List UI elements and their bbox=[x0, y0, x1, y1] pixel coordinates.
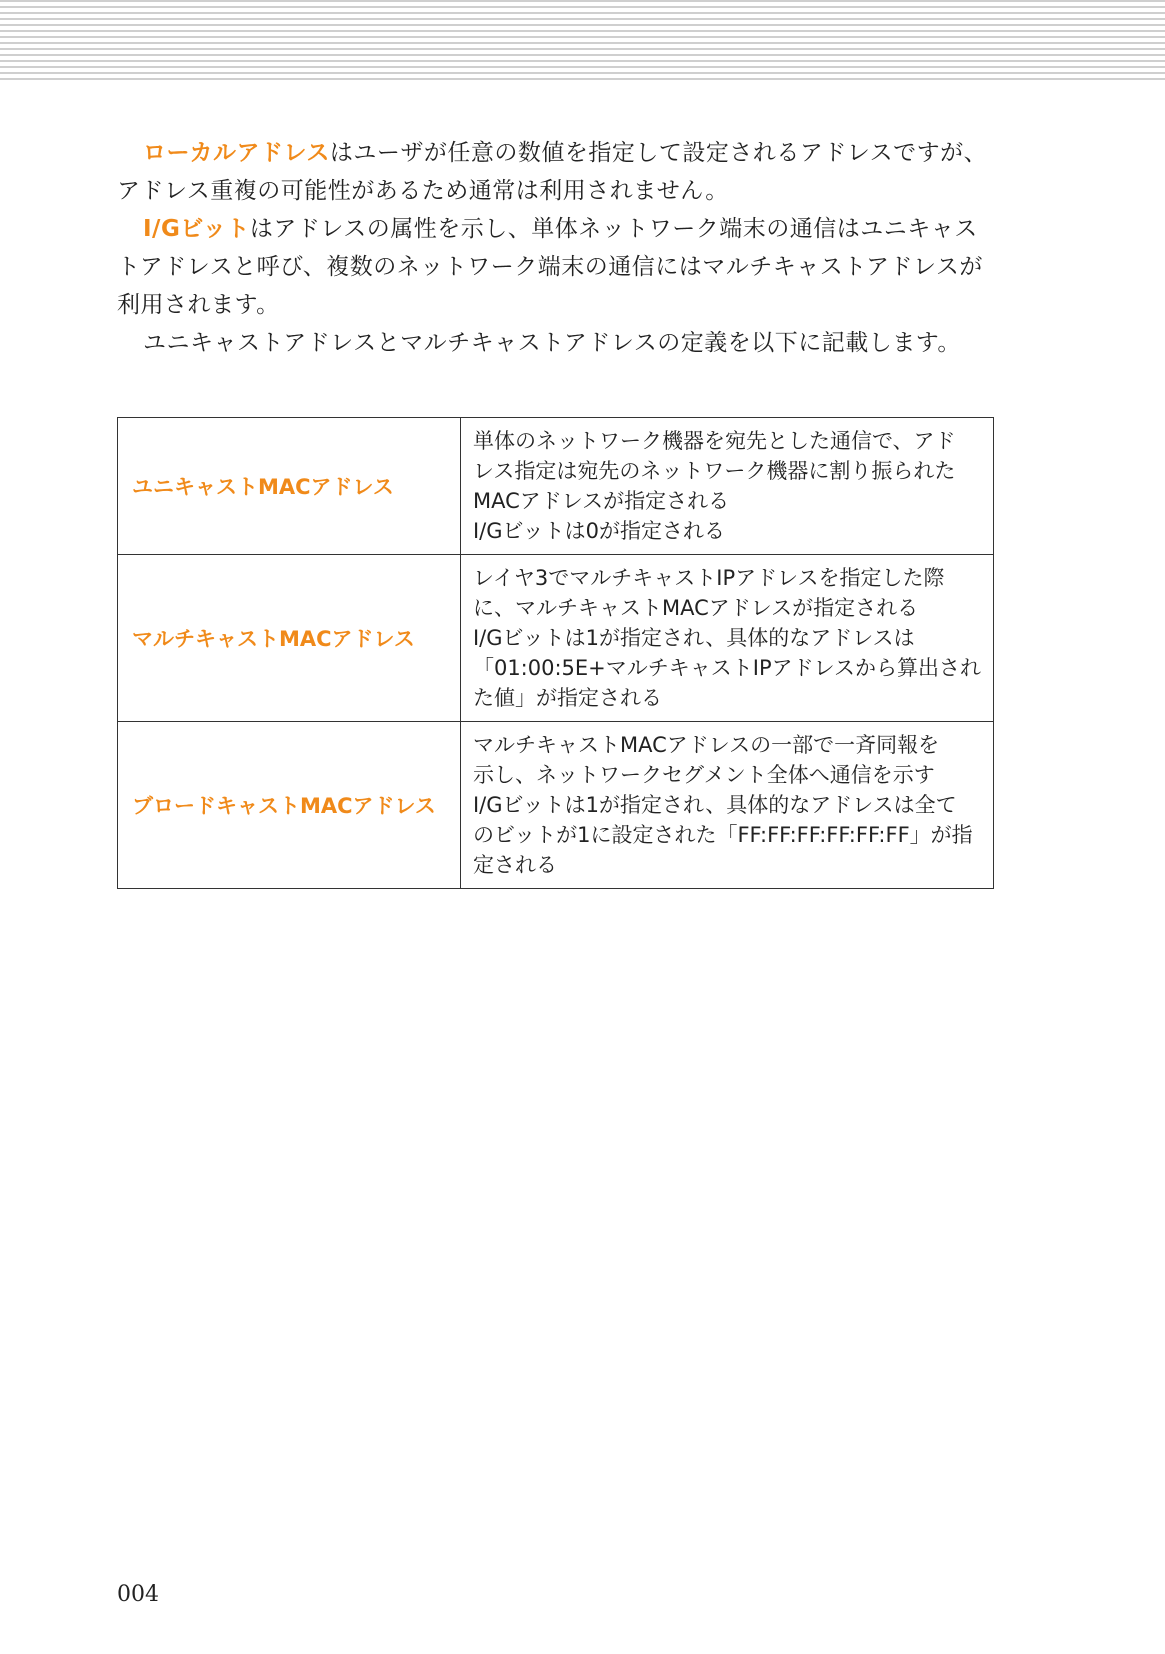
description-line: に、マルチキャストMACアドレスが指定される bbox=[472, 596, 919, 620]
ig-bit-term: I/Gビット bbox=[143, 216, 250, 242]
body-text bbox=[117, 134, 997, 362]
description-line: た値」が指定される bbox=[472, 686, 662, 710]
header-stripes bbox=[0, 0, 1165, 80]
paragraph-text: アドレス重複の可能性があるため通常は利用されません。 bbox=[117, 178, 729, 204]
paragraph-text: トアドレスと呼び、複数のネットワーク端末の通信にはマルチキャストアドレスが bbox=[117, 254, 983, 280]
paragraph-text: はアドレスの属性を示し、単体ネットワーク端末の通信はユニキャス bbox=[249, 216, 978, 242]
page-number: 004 bbox=[117, 1582, 159, 1607]
term-cell: ユニキャストMACアドレス bbox=[118, 418, 461, 555]
description-line: のビットが1に設定された「FF:FF:FF:FF:FF:FF」が指 bbox=[472, 823, 973, 847]
local-address-term: ローカルアドレス bbox=[143, 140, 330, 166]
description-line: 「01:00:5E+マルチキャストIPアドレスから算出され bbox=[472, 656, 981, 680]
description-line: マルチキャストMACアドレスの一部で一斉同報を bbox=[472, 733, 940, 757]
description-line: 定される bbox=[472, 853, 557, 877]
table-row bbox=[118, 722, 994, 889]
paragraph-text: 利用されます。 bbox=[117, 292, 280, 318]
description-cell bbox=[460, 722, 993, 889]
description-cell bbox=[460, 555, 993, 722]
paragraph-text: はユーザが任意の数値を指定して設定されるアドレスですが、 bbox=[329, 140, 988, 166]
paragraph-text: ユニキャストアドレスとマルチキャストアドレスの定義を以下に記載します。 bbox=[143, 330, 961, 356]
description-line: I/Gビットは1が指定され、具体的なアドレスは bbox=[472, 626, 915, 650]
description-line: I/Gビットは1が指定され、具体的なアドレスは全て bbox=[472, 793, 957, 817]
paragraph-ig-bit bbox=[117, 210, 997, 324]
paragraph-local-address bbox=[117, 134, 997, 210]
description-line: レイヤ3でマルチキャストIPアドレスを指定した際 bbox=[472, 566, 945, 590]
table-row bbox=[118, 418, 994, 555]
description-line: MACアドレスが指定される bbox=[472, 489, 730, 513]
description-cell bbox=[460, 418, 993, 555]
term-cell: マルチキャストMACアドレス bbox=[118, 555, 461, 722]
description-line: 示し、ネットワークセグメント全体へ通信を示す bbox=[472, 763, 935, 787]
description-line: 単体のネットワーク機器を宛先とした通信で、アド bbox=[472, 429, 956, 453]
term-cell: ブロードキャストMACアドレス bbox=[118, 722, 461, 889]
description-line: レス指定は宛先のネットワーク機器に割り振られた bbox=[472, 459, 956, 483]
description-line: I/Gビットは0が指定される bbox=[472, 519, 726, 543]
definition-table bbox=[117, 417, 994, 889]
table-row bbox=[118, 555, 994, 722]
paragraph-definition-intro bbox=[117, 324, 997, 362]
